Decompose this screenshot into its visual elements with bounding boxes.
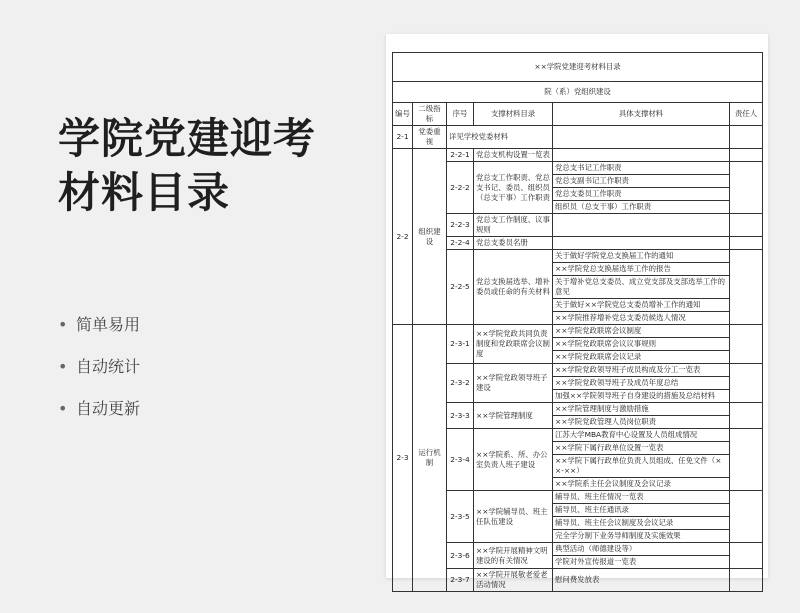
catalog-cell: 党总支委员名册 [474,237,553,250]
owner-cell [730,214,763,237]
catalog-cell: 详见学校党委材料 [447,126,553,149]
column-header: 具体支撑材料 [553,103,730,126]
owner-cell [730,543,763,569]
material-cell: 慰问费发放表 [553,569,730,592]
catalog-cell: 党总支机构设置一览表 [474,149,553,162]
section-number: 2-3 [393,325,413,592]
seq-cell: 2-2-2 [447,162,474,214]
document-title: ××学院党建迎考材料目录 [393,53,763,82]
seq-cell: 2-2-3 [447,214,474,237]
material-cell: ××学院党政联席会议议事规则 [553,338,730,351]
material-cell: 党总支书记工作职责 [553,162,730,175]
seq-cell: 2-3-3 [447,403,474,429]
column-header: 二级指标 [413,103,447,126]
table-row [393,491,763,504]
column-header: 序号 [447,103,474,126]
material-cell: 辅导员、班主任会议制度及会议记录 [553,517,730,530]
catalog-cell: ××学院党政领导班子建设 [474,364,553,403]
material-cell: 完全学分制下业务导师制度及实施效果 [553,530,730,543]
column-header: 编号 [393,103,413,126]
column-header: 责任人 [730,103,763,126]
owner-cell [730,364,763,403]
section-number: 2-2 [393,149,413,325]
owner-cell [730,237,763,250]
table-row [393,214,763,237]
owner-cell [730,403,763,429]
column-header: 支撑材料目录 [474,103,553,126]
material-cell: ××学院党政联席会议记录 [553,351,730,364]
material-cell: ××学院党政联席会议制度 [553,325,730,338]
section-name: 党委重视 [413,126,447,149]
seq-cell: 2-2-5 [447,250,474,325]
seq-cell: 2-3-5 [447,491,474,543]
material-cell: 组织员（总支干事）工作职责 [553,201,730,214]
material-cell [553,126,730,149]
seq-cell: 2-3-2 [447,364,474,403]
seq-cell: 2-2-4 [447,237,474,250]
feature-list [58,314,140,440]
table-row [393,149,763,162]
material-cell: ××学院管理制度与激励措施 [553,403,730,416]
material-cell: 江苏大学MBA教育中心设置及人员组成情况 [553,429,730,442]
owner-cell [730,325,763,364]
seq-cell: 2-2-1 [447,149,474,162]
material-cell: 典型活动（师德建设等） [553,543,730,556]
feature-item: • 自动统计 [58,356,140,398]
material-cell: 辅导员、班主任通讯录 [553,504,730,517]
catalog-cell: 党总支换届选举、增补委员或任命的有关材料 [474,250,553,325]
catalog-cell: ××学院党政共同负责制度和党政联席会议制度 [474,325,553,364]
table-row [393,429,763,442]
table-row [393,569,763,592]
section-name: 运行机制 [413,325,447,592]
catalog-cell: ××学院开展敬老爱老活动情况 [474,569,553,592]
material-cell: ××学院推荐增补党总支委员候选人情况 [553,312,730,325]
table-row [393,364,763,377]
catalog-cell: 党总支工作制度、议事规则 [474,214,553,237]
section-number: 2-1 [393,126,413,149]
material-cell: ××学院系主任会议制度及会议记录 [553,478,730,491]
table-row [393,126,763,149]
table-row [393,162,763,175]
table-row [393,250,763,263]
catalog-cell: 党总支工作职责、党总支书记、委员、组织员（总支干事）工作职责 [474,162,553,214]
section-name: 组织建设 [413,149,447,325]
table-row [393,237,763,250]
material-cell: ××学院下属行政单位负责人员组成、任免文件（××-××） [553,455,730,478]
catalog-cell: ××学院辅导员、班主任队伍建设 [474,491,553,543]
catalog-cell: ××学院管理制度 [474,403,553,429]
catalog-table [392,52,763,592]
material-cell: 学院对外宣传报道一览表 [553,556,730,569]
material-cell: ××学院党总支换届选举工作的报告 [553,263,730,276]
material-cell: ××学院下属行政单位设置一览表 [553,442,730,455]
promo-title: 学院党建迎考材料目录 [58,114,317,217]
material-cell: 关于做好××学院党总支委员增补工作的通知 [553,299,730,312]
seq-cell: 2-3-4 [447,429,474,491]
owner-cell [730,250,763,325]
owner-cell [730,149,763,162]
owner-cell [730,491,763,543]
owner-cell [730,569,763,592]
material-cell: 党总支副书记工作职责 [553,175,730,188]
catalog-cell: ××学院开展精神文明建设的有关情况 [474,543,553,569]
material-cell: 关于做好学院党总支换届工作的通知 [553,250,730,263]
catalog-cell: ××学院系、所、办公室负责人班子建设 [474,429,553,491]
document-subtitle: 院（系）党组织建设 [393,82,763,103]
material-cell: ××学院党政领导班子成员构成及分工一览表 [553,364,730,377]
owner-cell [730,162,763,214]
table-row [393,403,763,416]
material-cell: ××学院党政领导班子及成员年度总结 [553,377,730,390]
material-cell: 关于增补党总支委员、成立党支部及支部选举工作的意见 [553,276,730,299]
material-cell [553,237,730,250]
material-cell [553,149,730,162]
material-cell: ××学院党政管理人员岗位职责 [553,416,730,429]
owner-cell [730,429,763,491]
feature-item: • 自动更新 [58,398,140,440]
material-cell [553,214,730,237]
seq-cell: 2-3-6 [447,543,474,569]
table-row [393,325,763,338]
seq-cell: 2-3-1 [447,325,474,364]
material-cell: 党总支委员工作职责 [553,188,730,201]
material-cell: 辅导员、班主任情况一览表 [553,491,730,504]
feature-item: • 简单易用 [58,314,140,356]
owner-cell [730,126,763,149]
document-page [386,34,768,589]
material-cell: 加强××学院领导班子自身建设的措施及总结材料 [553,390,730,403]
seq-cell: 2-3-7 [447,569,474,592]
table-row [393,543,763,556]
